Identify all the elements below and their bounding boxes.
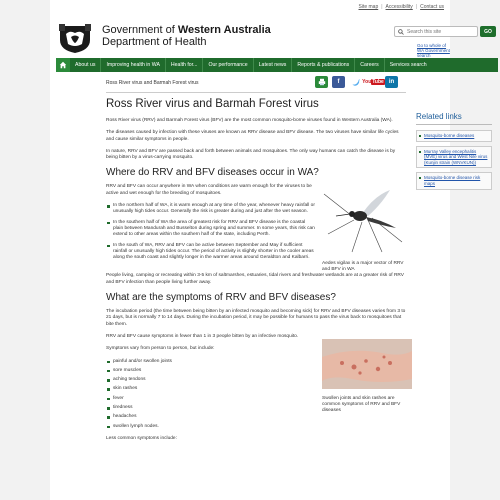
page — [50, 0, 492, 500]
brand-line-1 — [102, 24, 271, 36]
mosquito-caption: Aedes vigilax is a major vector of RRV and BFV in WA — [322, 261, 404, 273]
separator: | — [381, 4, 383, 10]
contact-us-link[interactable]: Contact us — [420, 4, 444, 10]
list-item: aching tendons — [106, 377, 316, 383]
related-link[interactable]: Murray Valley encephalitis (MVE) virus and West Nile virus (Kunjin strain (WNVKUN)) — [416, 146, 492, 169]
facebook-icon[interactable]: f — [332, 76, 345, 88]
where-intro: RRV and BFV can occur anywhere in WA when conditions are warm enough for the viruses to be active and wet enough for the breeding of mosquitoes. — [106, 184, 312, 196]
less-common-text: Less common symptoms include: — [106, 435, 177, 441]
where-outro: People living, camping or recreating within 3-5 km of saltmarshes, estuaries, tidal rivers and freshwater wetlands are at a greater risk of RRV and BFV infection than people living further away. — [106, 273, 404, 285]
utility-links — [359, 4, 445, 10]
symptoms-paragraph: Symptoms vary from person to person, but include: — [106, 346, 215, 352]
search-box[interactable] — [394, 26, 478, 37]
twitter-icon[interactable] — [349, 76, 362, 88]
related-links-sidebar — [416, 112, 492, 194]
brand-state: Western Australia — [177, 24, 271, 36]
accessibility-link[interactable]: Accessibility — [385, 4, 413, 10]
search-go-button[interactable]: GO — [480, 26, 496, 37]
nav-careers[interactable]: Careers — [355, 58, 384, 72]
whole-of-government-search-link[interactable]: Go to whole of WA Government search — [417, 43, 450, 58]
search-input[interactable] — [407, 29, 477, 35]
home-icon — [59, 61, 67, 69]
list-item: fever — [106, 396, 316, 402]
list-item: In the northern half of WA, it is warm enough at any time of the year, whenever heavy rainfall or unusually high tides occur. Generally the risk is greater during and just after the wet season. — [106, 203, 316, 216]
symptoms-list — [106, 359, 316, 430]
nav-services-search[interactable]: Services search — [389, 62, 427, 68]
page-title: Ross River virus and Barmah Forest virus — [106, 98, 319, 110]
intro-paragraph: In nature, RRV and BFV are passed back and forth between animals and mosquitoes. The only way humans can catch the disease is by being bitten by a virus-carrying mosquito. — [106, 148, 396, 161]
main-nav — [56, 58, 498, 72]
symptoms-paragraph: RRV and BFV cause symptoms in fewer than 1 in 3 people bitten by an infective mosquito. — [106, 333, 299, 339]
symptoms-section — [106, 359, 406, 449]
wa-crest-logo[interactable] — [56, 22, 94, 54]
related-link[interactable]: Mosquito-borne diseases — [416, 130, 492, 142]
list-item: painful and/or swollen joints — [106, 359, 316, 365]
list-item: In the southern half of WA the area of greatest risk for RRV and BFV disease is the coastal plain between Mandurah and Busselton during spring and summer. In some years, this risk can extend to other areas within the southern half of the state, including Perth. — [106, 220, 316, 239]
section-heading-where: Where do RRV and BFV diseases occur in WA? — [106, 167, 319, 179]
intro-paragraph: Ross River virus (RRV) and Barmah Forest virus (BFV) are the most common mosquito-borne viruses found in Western Australia (WA). — [106, 118, 393, 123]
nav-health-for[interactable]: Health for... — [166, 58, 204, 72]
search-icon — [398, 29, 404, 35]
list-item: skin rashes — [106, 386, 316, 392]
section-heading-symptoms: What are the symptoms of RRV and BFV diseases? — [106, 292, 336, 304]
list-item: swollen lymph nodes. — [106, 424, 316, 430]
where-text — [106, 184, 316, 273]
divider — [106, 92, 406, 93]
site-map-link[interactable]: Site map — [358, 4, 379, 10]
related-link[interactable]: Mosquito-borne disease risk maps — [416, 172, 492, 189]
brand-title[interactable] — [102, 24, 271, 48]
nav-improving-health[interactable]: Improving health in WA — [101, 58, 165, 72]
mosquito-image — [322, 184, 406, 254]
list-item: sore muscles — [106, 368, 316, 374]
print-icon[interactable] — [315, 76, 328, 88]
main-content — [106, 98, 406, 448]
bird-glyph — [351, 78, 361, 87]
symptoms-text — [106, 359, 316, 449]
symptoms-paragraph: The incubation period (the time between being bitten by an infected mosquito and becoming sick) for RRV and BFV diseases varies from 3 to 21 days, but is normally 7 to 14 days. During the incubation period, it may be possible for humans to pass the virus back to mosquitoes that bite them. — [106, 309, 406, 327]
related-links-heading: Related links — [416, 112, 492, 125]
nav-our-performance[interactable]: Our performance — [203, 58, 253, 72]
brand-prefix: Government of — [102, 24, 178, 36]
brand-line-2: Department of Health — [102, 36, 207, 48]
nav-latest-news[interactable]: Latest news — [254, 58, 293, 72]
mosquito-figure — [322, 184, 406, 273]
where-section — [106, 184, 406, 273]
skin-rash-figure — [322, 339, 406, 449]
list-item: tiredness — [106, 405, 316, 411]
skin-rash-image — [322, 339, 412, 389]
printer-glyph — [318, 78, 326, 86]
share-toolbar — [315, 76, 398, 88]
nav-about-us[interactable]: About us — [70, 58, 101, 72]
breadcrumb: Ross River virus and Barmah Forest virus — [106, 80, 199, 86]
nav-reports-publications[interactable]: Reports & publications — [292, 58, 355, 72]
youtube-icon[interactable]: You Tube — [366, 76, 381, 88]
separator: | — [415, 4, 418, 10]
list-item: In the south of WA, RRV and BFV can be active between September and May if sufficient rainfall or unusually high tides occur. The period of activity is slightly shorter in the cooler areas along the south coast and slightly longer in the warmer areas around Geraldton and Kalbarri. — [106, 243, 316, 262]
list-item: headaches — [106, 414, 316, 420]
where-list — [106, 203, 316, 261]
intro-paragraph: The diseases caused by infection with these viruses are known as RRV disease and BFV disease. The two viruses have similar life cycles and cause similar symptoms in people. — [106, 130, 399, 142]
skin-rash-caption: Swollen joints and skin rashes are common symptoms of RRV and BFV diseases — [322, 395, 401, 413]
home-button[interactable] — [56, 58, 70, 72]
linkedin-icon[interactable]: in — [385, 76, 398, 88]
